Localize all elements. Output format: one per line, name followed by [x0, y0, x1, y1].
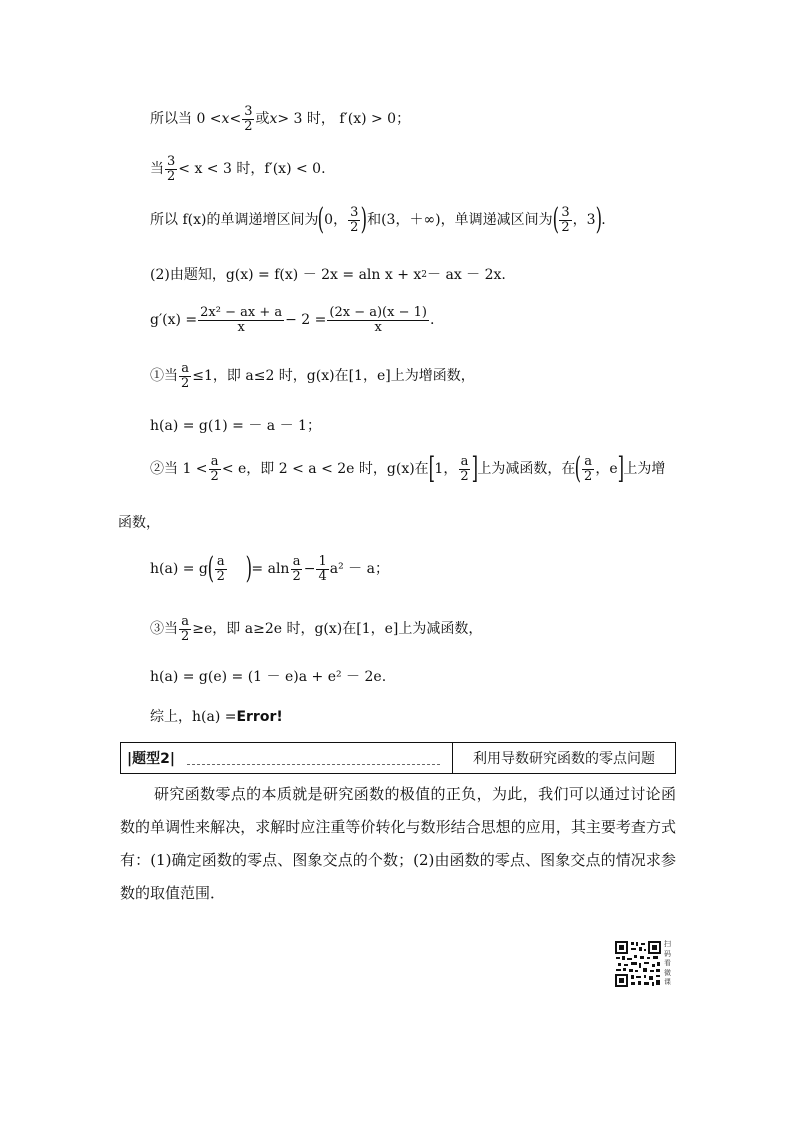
- text: h(a) = g: [150, 561, 208, 578]
- text: .: [601, 212, 606, 229]
- section-title: 利用导数研究函数的零点问题: [452, 743, 675, 773]
- text: <: [229, 111, 242, 128]
- text: ③当: [150, 621, 178, 638]
- qr-code-icon[interactable]: [614, 940, 662, 988]
- text: ，3: [572, 212, 596, 229]
- right-paren: ): [361, 202, 368, 238]
- line-10: [150, 551, 389, 587]
- text: 和(3，＋∞)，单调递减区间为: [367, 212, 553, 229]
- text: 或: [255, 111, 270, 128]
- body-paragraph: 研究函数零点的本质就是研究函数的极值的正负，为此，我们可以通过讨论函数的单调性来解决，求解时应注重等价转化与数形结合思想的应用，其主要考查方式有：(1)确定函数的零点、图象交点的个数；(2)由函数的零点、图象交点的情况求参数的取值范围．: [120, 785, 676, 902]
- text: ≤1，即 a≤2 时，g(x)在[1，e]上为增函数，: [192, 368, 475, 385]
- line-7: [150, 419, 321, 433]
- fraction: $\frac{a}{2}$: [292, 554, 301, 584]
- text: 所以 f(x)的单调递增区间为: [150, 212, 319, 229]
- fraction: $\frac{a}{2}$: [181, 361, 190, 391]
- line-4: [150, 268, 506, 282]
- text: 上为减函数，在: [477, 461, 576, 478]
- section-tag-label: |题型2|: [127, 751, 175, 767]
- text: = aln: [251, 561, 290, 578]
- text: 当: [150, 161, 164, 178]
- fraction: $\frac{3}{2}$: [561, 205, 570, 235]
- line-12: [150, 670, 386, 684]
- text: 1，: [434, 461, 458, 478]
- text: ①当: [150, 368, 178, 385]
- text: < e，即 2 < a < 2e 时，g(x)在: [221, 461, 429, 478]
- fraction: $\frac{3}{2}$: [244, 104, 253, 134]
- text: 所以当 0 <: [150, 111, 222, 128]
- text: ，e: [595, 461, 618, 478]
- section-header: [120, 742, 676, 774]
- text: < x < 3 时，f′(x) < 0.: [178, 161, 326, 178]
- text: － ax － 2x.: [427, 267, 506, 283]
- qr-label: 扫码看微课: [664, 940, 671, 986]
- fraction: $\frac{3}{2}$: [350, 205, 359, 235]
- fraction: $\frac{(2x - a)(x - 1)}{x}$: [329, 305, 427, 335]
- text: g′(x) =: [150, 312, 198, 329]
- text: .: [429, 312, 435, 329]
- fraction: $\frac{a}{2}$: [460, 454, 469, 484]
- text: a² － a；: [329, 561, 389, 578]
- dashed-rule: [187, 764, 440, 765]
- fraction: $\frac{a}{2}$: [181, 614, 190, 644]
- text: 0，: [324, 212, 348, 229]
- error-text: Error!: [236, 709, 283, 725]
- text: ②当 1 <: [150, 461, 208, 478]
- text: f′(x) > 0；: [339, 111, 411, 128]
- fraction: $\frac{a}{2}$: [210, 454, 219, 484]
- line-5: [150, 306, 434, 334]
- fraction: $\frac{a}{2}$: [216, 554, 225, 584]
- text: 函数，: [118, 515, 160, 531]
- line-2: [150, 155, 326, 183]
- left-paren: (: [207, 551, 214, 587]
- fraction: $\frac{3}{2}$: [167, 154, 176, 184]
- text: −: [303, 561, 316, 578]
- line-13: [150, 710, 283, 724]
- left-bracket: [: [428, 451, 435, 487]
- section-tag: [121, 743, 452, 773]
- line-3: [150, 202, 606, 238]
- fraction: $\frac{1}{4}$: [318, 554, 327, 584]
- text: ≥e，即 a≥2e 时，g(x)在[1，e]上为减函数，: [192, 621, 483, 638]
- line-6: [150, 362, 475, 390]
- line-1: 所以当 0 < x < $\frac{3}{2}$ 或 x > 3 时， f′(x) > 0；: [150, 104, 411, 134]
- left-paren: (: [552, 202, 559, 238]
- text: 上为增: [623, 461, 666, 478]
- text: − 2 =: [285, 312, 327, 329]
- line-9: [118, 516, 160, 530]
- text: h(a) = g(e) = (1 － e)a + e² － 2e.: [150, 669, 387, 685]
- right-paren: ): [245, 551, 252, 587]
- right-paren: ): [595, 202, 602, 238]
- superscript: 2: [421, 269, 428, 280]
- right-bracket: ]: [471, 451, 478, 487]
- fraction: $\frac{a}{2}$: [584, 454, 593, 484]
- text: > 3 时，: [277, 111, 335, 128]
- line-8: [150, 451, 666, 487]
- text: (2)由题知，g(x) = f(x) － 2x = aln x + x: [150, 267, 422, 283]
- left-paren: (: [574, 451, 582, 487]
- line-11: [150, 615, 482, 643]
- fraction: $\frac{\text{2x² − ax + a}}{x}$: [200, 305, 283, 335]
- right-bracket: ]: [617, 451, 624, 487]
- left-paren: (: [318, 202, 325, 238]
- text: h(a) = g(1) = － a － 1；: [150, 418, 321, 434]
- text: 综上，h(a) =: [150, 709, 237, 725]
